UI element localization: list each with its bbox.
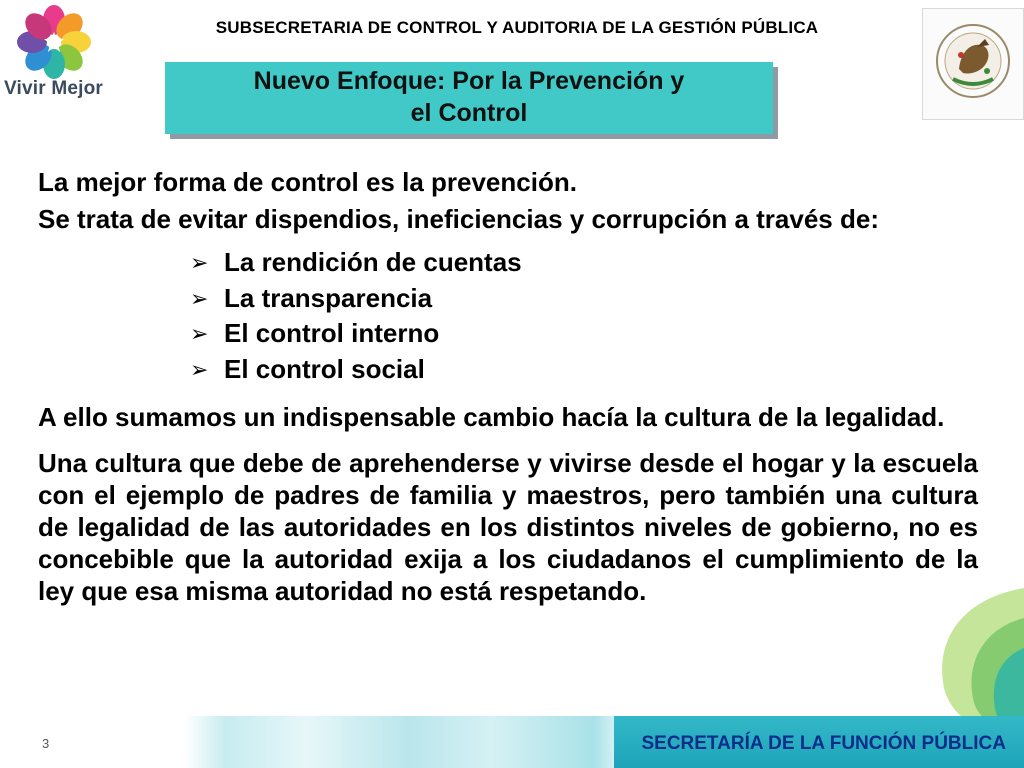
list-item (190, 281, 978, 317)
bullet-text: El control social (224, 353, 425, 384)
arrow-bullet-icon: ➢ (190, 356, 209, 382)
list-item (190, 352, 978, 388)
bullet-text: La transparencia (224, 282, 433, 313)
decorative-swirl-icon (864, 578, 1024, 728)
slide-title (165, 62, 773, 134)
paragraph-prevention: La mejor forma de control es la prevención. (38, 167, 577, 197)
paragraph-avoid-waste: Se trata de evitar dispendios, ineficiencias y corrupción a través de: (38, 204, 879, 234)
header-title: SUBSECRETARIA DE CONTROL Y AUDITORIA DE LA GESTIÓN PÚBLICA (215, 18, 819, 37)
slide-title-line-2: el Control (410, 99, 528, 127)
list-item (190, 316, 978, 352)
bullet-text: El control interno (224, 318, 440, 348)
arrow-bullet-icon: ➢ (190, 321, 209, 346)
bullet-list (38, 245, 978, 387)
mexican-eagle-seal-icon (923, 9, 1023, 119)
footer-agency-name: SECRETARÍA DE LA FUNCIÓN PÚBLICA (641, 733, 1006, 754)
arrow-bullet-icon: ➢ (190, 250, 209, 275)
mexico-seal-logo (922, 8, 1024, 120)
paragraph-legality-culture: A ello sumamos un indispensable cambio hacía la cultura de la legalidad. (38, 402, 945, 432)
paragraph-culture-home-school: Una cultura que debe de aprehenderse y vivirse desde el hogar y la escuela con el ejemplo de padres de familia y maestros, pero también una cultura de legalidad de las autoridades en los distintos niveles de gobierno, no es concebible que la autoridad exija a los ciudadanos el cumplimiento de la ley que esa misma autoridad no está respetando. (38, 448, 978, 606)
slide-title-line-1: Nuevo Enfoque: Por la Prevención y (253, 67, 685, 95)
slide-body (38, 166, 978, 607)
vivir-mejor-logo-text: Vivir Mejor (4, 78, 103, 99)
vivir-mejor-logo (0, 0, 118, 106)
vivir-mejor-flower-icon (14, 4, 94, 80)
bullet-text: La rendición de cuentas (224, 247, 522, 277)
page-number: 3 (42, 736, 50, 751)
arrow-bullet-icon: ➢ (190, 285, 209, 311)
list-item (190, 245, 978, 281)
